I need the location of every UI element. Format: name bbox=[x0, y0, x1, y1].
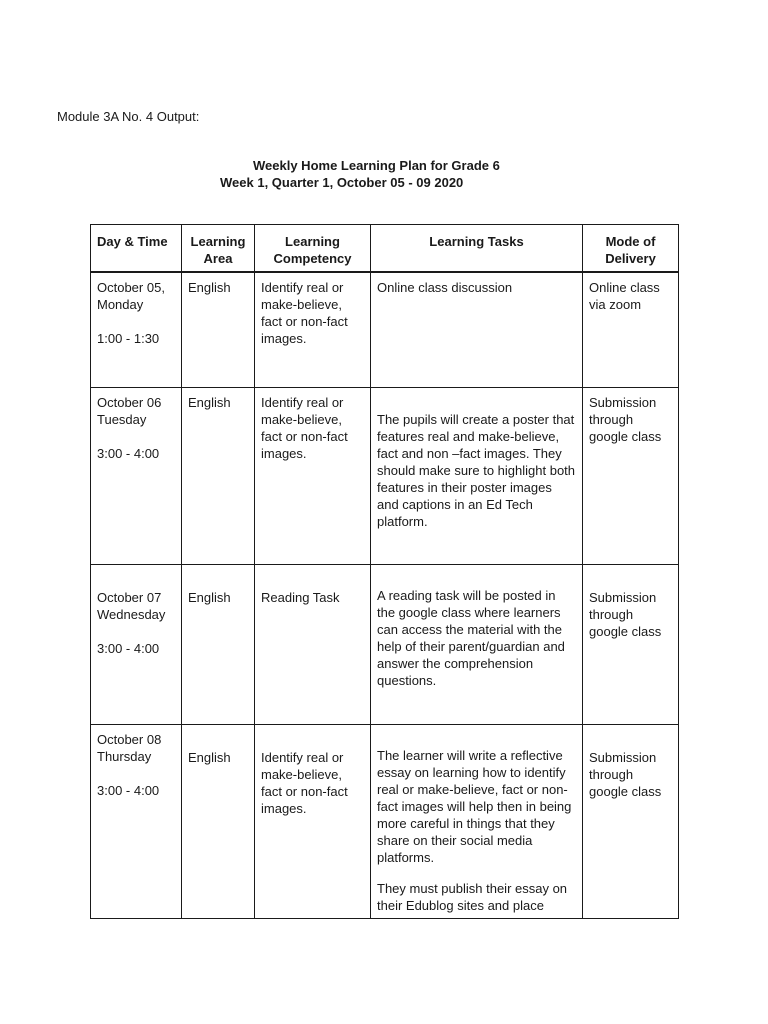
day-time-cell bbox=[91, 387, 182, 564]
learning-area-cell: English bbox=[182, 724, 255, 918]
header-learning-tasks: Learning Tasks bbox=[371, 225, 583, 273]
learning-competency-cell: Identify real or make-believe, fact or non-fact images. bbox=[255, 272, 371, 387]
day-label: October 06 Tuesday bbox=[97, 394, 162, 427]
learning-tasks-text: The pupils will create a poster that features real and make-believe, fact and non –fact images. They should make sure to highlight both features in their poster images and captions in an Ed Tech platform. bbox=[377, 411, 576, 529]
learning-tasks-cell bbox=[371, 724, 583, 918]
day-label: October 08 Thursday bbox=[97, 731, 162, 764]
header-mode-of-delivery: Mode of Delivery bbox=[583, 225, 679, 273]
learning-tasks-text: The learner will write a reflective essay on learning how to identify real or make-believe, fact or non-fact images will help then in being more careful in things that they share on their social media platforms. bbox=[377, 747, 572, 865]
time-label: 3:00 - 4:00 bbox=[97, 640, 160, 656]
day-time-cell bbox=[91, 564, 182, 724]
table-row bbox=[91, 724, 679, 918]
time-label: 1:00 - 1:30 bbox=[97, 331, 160, 346]
day-label: October 05, Monday bbox=[97, 280, 165, 312]
document-title: Weekly Home Learning Plan for Grade 6 bbox=[253, 158, 500, 173]
day-time-cell bbox=[91, 272, 182, 387]
learning-area-cell: English bbox=[182, 564, 255, 724]
mode-of-delivery-cell: Submission through google class bbox=[583, 387, 679, 564]
table-row bbox=[91, 387, 679, 564]
learning-tasks-text-continued: They must publish their essay on their Edublog sites and place bbox=[377, 880, 568, 913]
document-subtitle: Week 1, Quarter 1, October 05 - 09 2020 bbox=[220, 175, 464, 190]
header-learning-area: Learning Area bbox=[182, 225, 255, 273]
learning-competency-cell: Reading Task bbox=[255, 564, 371, 724]
mode-of-delivery-cell: Submission through google class bbox=[583, 564, 679, 724]
header-day-time: Day & Time bbox=[91, 225, 182, 273]
learning-tasks-cell: A reading task will be posted in the google class where learners can access the material with the help of their parent/guardian and answer the comprehension questions. bbox=[371, 564, 583, 724]
mode-of-delivery-cell: Online class via zoom bbox=[583, 272, 679, 387]
time-label: 3:00 - 4:00 bbox=[97, 445, 160, 461]
table-row bbox=[91, 272, 679, 387]
learning-competency-cell: Identify real or make-believe, fact or non-fact images. bbox=[255, 724, 371, 918]
module-label: Module 3A No. 4 Output: bbox=[57, 109, 200, 124]
table-header-row bbox=[91, 225, 679, 273]
learning-plan-table bbox=[90, 224, 679, 919]
day-label: October 07 Wednesday bbox=[97, 589, 166, 622]
learning-competency-cell: Identify real or make-believe, fact or non-fact images. bbox=[255, 387, 371, 564]
mode-of-delivery-cell: Submission through google class bbox=[583, 724, 679, 918]
learning-area-cell: English bbox=[182, 387, 255, 564]
learning-tasks-cell bbox=[371, 387, 583, 564]
header-learning-competency: Learning Competency bbox=[255, 225, 371, 273]
time-label: 3:00 - 4:00 bbox=[97, 782, 160, 798]
learning-area-cell: English bbox=[182, 272, 255, 387]
learning-tasks-cell: Online class discussion bbox=[371, 272, 583, 387]
table-row bbox=[91, 564, 679, 724]
day-time-cell bbox=[91, 724, 182, 918]
